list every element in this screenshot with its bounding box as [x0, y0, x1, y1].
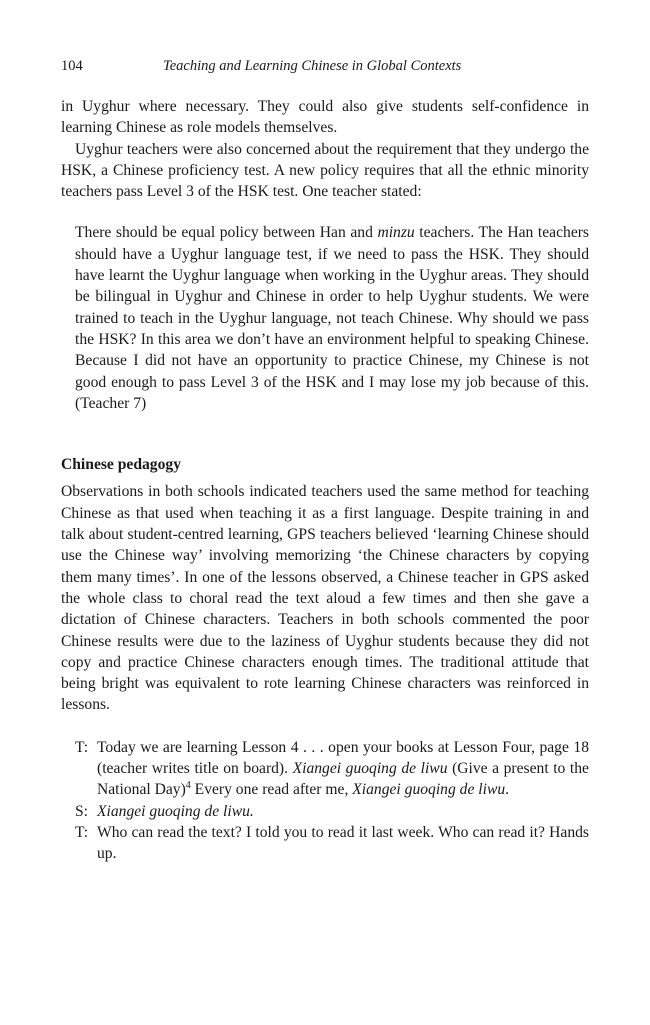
- section-paragraph: Observations in both schools indicated teachers used the same method for teaching Chinese as that used when teaching it as a first language. Despite training in and talk about student-centred learning, GPS teachers believed ‘learning Chinese should use the Chinese way’ involving memorizing ‘the Chinese characters by copying them many times’. In one of the lessons observed, a Chinese teacher in GPS asked the whole class to choral read the text aloud a few times and then she gave a dictation of Chinese characters. Teachers in both schools commented the poor Chinese results were due to the laziness of Uyghur students because they did not copy and practice Chinese characters enough times. The traditional attitude that being bright was equivalent to rote learning Chinese characters was reinforced in lessons.: [61, 483, 589, 714]
- quote-text-start: There should be equal policy between Han and: [75, 224, 378, 242]
- utterance: [97, 737, 589, 801]
- transcript-turn: [75, 822, 589, 865]
- transcript-turn: [75, 801, 589, 822]
- speaker-label: S:: [75, 802, 89, 820]
- utterance-text: .: [505, 781, 510, 799]
- page-number: 104: [61, 58, 83, 74]
- utterance: [97, 801, 589, 822]
- utterance-pinyin: Xiangei guoqing de liwu.: [97, 802, 254, 820]
- footnote-marker: 4: [185, 780, 191, 792]
- utterance-text: Who can read the text? I told you to read it last week. Who can read it? Hands up.: [97, 823, 589, 863]
- teacher-quote: [75, 222, 589, 414]
- utterance: [97, 822, 589, 865]
- utterance-pinyin: Xiangei guoqing de liwu: [292, 760, 448, 778]
- classroom-transcript: [75, 737, 589, 865]
- running-title: Teaching and Learning Chinese in Global Contexts: [163, 58, 462, 74]
- quote-text-end: teachers. The Han teachers should have a Uyghur language test, if we need to pass the HSK. They should have learnt the Uyghur language when working in the Uyghur areas. They should be bilingual in Uyghur and Chinese in order to help Uyghur students. We were trained to teach in the Uyghur language, not teach Chinese. Why should we pass the HSK? In this area we don’t have an environment helpful to speaking Chinese. Because I did not have an opportunity to practice Chinese, my Chinese is not good enough to pass Level 3 of the HSK and I may lose my job because of this. (Teacher 7): [75, 224, 590, 412]
- page-body: [61, 96, 589, 865]
- transcript-turn: [75, 737, 589, 801]
- utterance-pinyin: Xiangei guoqing de liwu: [352, 781, 506, 799]
- utterance-text: Today we are learning Lesson 4 . . . open your books at Lesson Four, page 18 (teacher writes title on board).: [97, 738, 589, 778]
- paragraph-continued: in Uyghur where necessary. They could also give students self-confidence in learning Chinese as role models themselves.: [61, 98, 589, 137]
- running-head: [61, 58, 589, 78]
- speaker-label: T:: [75, 738, 89, 756]
- section-heading: Chinese pedagogy: [61, 456, 181, 474]
- paragraph-hsk: Uyghur teachers were also concerned about the requirement that they undergo the HSK, a Chinese proficiency test. A new policy requires that all the ethnic minority teachers pass Level 3 of the HSK test. One teacher stated:: [61, 140, 589, 201]
- quote-italic-term: minzu: [377, 224, 415, 242]
- utterance-text: (Give a present to the National Day): [97, 760, 589, 799]
- utterance-text: Every one read after me,: [190, 781, 353, 799]
- speaker-label: T:: [75, 823, 89, 841]
